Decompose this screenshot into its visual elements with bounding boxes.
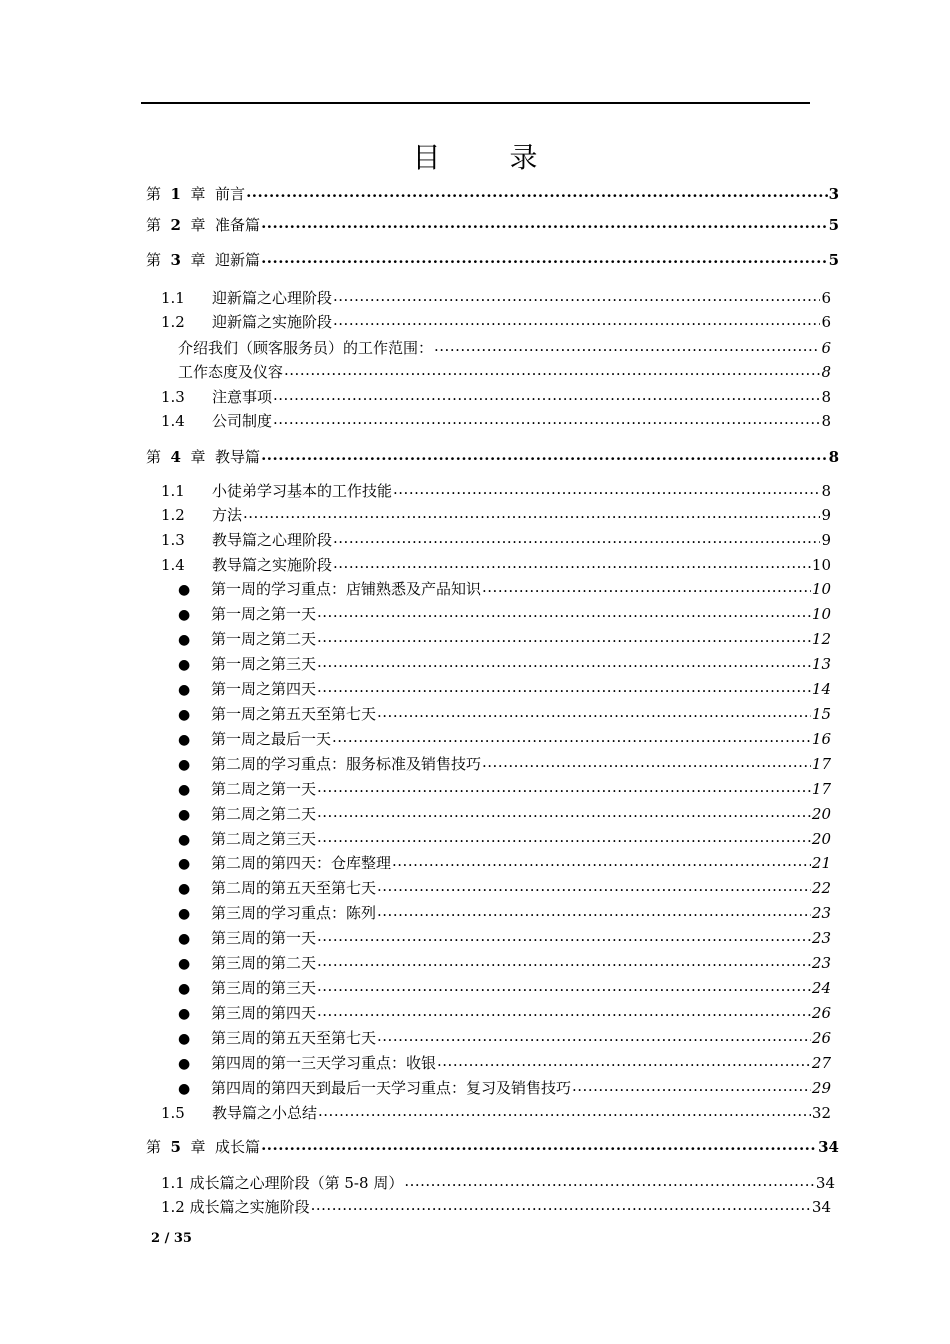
dot-leader <box>317 952 811 968</box>
toc-section-number: 1.3 <box>161 388 185 406</box>
dot-leader <box>434 337 820 353</box>
page-title: 目 录 <box>412 141 568 174</box>
toc-page-number: 22 <box>811 879 831 897</box>
toc-page-number: 20 <box>811 805 831 823</box>
toc-section[interactable] <box>161 1172 835 1193</box>
toc-bullet-item[interactable] <box>178 1002 831 1024</box>
toc-bullet-item[interactable] <box>178 803 831 825</box>
bullet-icon: ● <box>178 632 191 648</box>
toc-page-number: 26 <box>811 1004 831 1022</box>
toc-bullet-label: 第三周的第二天 <box>211 954 317 972</box>
toc-page-number: 6 <box>821 313 831 331</box>
toc-bullet-label: 第三周的第一天 <box>211 929 317 947</box>
toc-page-number: 16 <box>811 730 831 748</box>
dot-leader <box>318 1102 811 1118</box>
toc-page-number: 21 <box>811 854 831 872</box>
toc-page-number: 14 <box>811 680 831 698</box>
toc-bullet-label: 第四周的第一三天学习重点：收银 <box>211 1054 437 1072</box>
toc-page-number: 34 <box>815 1174 835 1192</box>
dot-leader <box>377 703 811 719</box>
dot-leader <box>317 828 811 844</box>
toc-page-number: 8 <box>821 482 831 500</box>
toc-section[interactable] <box>161 480 831 501</box>
dot-leader <box>393 480 820 496</box>
dot-leader <box>261 214 828 230</box>
toc-page-number: 9 <box>821 531 831 549</box>
toc-page-number: 34 <box>811 1198 831 1216</box>
dot-leader <box>404 1172 815 1188</box>
toc-page-number: 6 <box>821 289 831 307</box>
bullet-icon: ● <box>178 782 191 798</box>
toc-bullet-label: 第三周的学习重点：陈列 <box>211 904 377 922</box>
toc-page-number: 29 <box>811 1079 831 1097</box>
bullet-icon: ● <box>178 582 191 598</box>
bullet-icon: ● <box>178 732 191 748</box>
dot-leader <box>317 678 811 694</box>
toc-chapter-label: 第 3 章 迎新篇 <box>146 251 261 269</box>
dot-leader <box>261 249 828 265</box>
bullet-icon: ● <box>178 1031 191 1047</box>
toc-page-number: 10 <box>811 556 831 574</box>
dot-leader <box>333 554 811 570</box>
toc-chapter-4[interactable] <box>146 446 839 467</box>
toc-page-number: 23 <box>811 954 831 972</box>
toc-bullet-label: 第三周的第四天 <box>211 1004 317 1022</box>
toc-bullet-item[interactable] <box>178 578 831 600</box>
dot-leader <box>317 977 811 993</box>
toc-bullet-label: 第二周的学习重点：服务标准及销售技巧 <box>211 755 482 773</box>
toc-bullet-item[interactable] <box>178 927 831 949</box>
toc-page-number: 10 <box>811 605 831 623</box>
toc-section[interactable] <box>161 504 831 525</box>
toc-section-label: 迎新篇之心理阶段 <box>212 289 333 307</box>
dot-leader <box>333 311 820 327</box>
bullet-icon: ● <box>178 956 191 972</box>
toc-bullet-label: 第一周之第二天 <box>211 630 317 648</box>
toc-bullet-item[interactable] <box>178 1077 831 1099</box>
toc-section[interactable] <box>161 287 831 308</box>
dot-leader <box>317 603 811 619</box>
dot-leader <box>377 1027 811 1043</box>
bullet-icon: ● <box>178 707 191 723</box>
toc-section-label: 方法 <box>212 506 243 524</box>
dot-leader <box>317 927 811 943</box>
toc-bullet-item[interactable] <box>178 778 831 800</box>
toc-bullet-label: 第二周之第三天 <box>211 830 317 848</box>
bullet-icon: ● <box>178 1006 191 1022</box>
toc-chapter-label: 第 5 章 成长篇 <box>146 1138 261 1156</box>
toc-bullet-item[interactable] <box>178 703 831 725</box>
dot-leader <box>311 1196 811 1212</box>
toc-section-label: 小徒弟学习基本的工作技能 <box>212 482 393 500</box>
toc-bullet-item[interactable] <box>178 653 831 675</box>
bullet-icon: ● <box>178 1081 191 1097</box>
toc-bullet-item[interactable] <box>178 952 831 974</box>
toc-bullet-label: 第二周的第五天至第七天 <box>211 879 377 897</box>
dot-leader <box>243 504 820 520</box>
toc-bullet-item[interactable] <box>178 902 831 924</box>
dot-leader <box>284 361 820 377</box>
dot-leader <box>273 386 820 402</box>
dot-leader <box>261 1136 817 1152</box>
toc-bullet-item[interactable] <box>178 728 831 750</box>
toc-chapter-1[interactable] <box>146 183 839 204</box>
bullet-icon: ● <box>178 607 191 623</box>
toc-section-number: 1.3 <box>161 531 185 549</box>
toc-section[interactable] <box>161 554 831 575</box>
dot-leader <box>377 902 811 918</box>
dot-leader <box>572 1077 811 1093</box>
bullet-icon: ● <box>178 881 191 897</box>
dot-leader <box>482 578 811 594</box>
bullet-icon: ● <box>178 931 191 947</box>
bullet-icon: ● <box>178 906 191 922</box>
bullet-icon: ● <box>178 832 191 848</box>
toc-page-number: 3 <box>828 185 839 203</box>
toc-section-number: 1.4 <box>161 556 185 574</box>
dot-leader <box>261 446 828 462</box>
bullet-icon: ● <box>178 1056 191 1072</box>
toc-bullet-label: 第二周之第二天 <box>211 805 317 823</box>
toc-section[interactable] <box>161 311 831 332</box>
toc-page-number: 6 <box>821 339 831 357</box>
toc-page-number: 23 <box>811 904 831 922</box>
toc-bullet-label: 第二周之第一天 <box>211 780 317 798</box>
toc-bullet-item[interactable] <box>178 828 831 850</box>
dot-leader <box>482 753 811 769</box>
toc-section[interactable] <box>161 410 831 431</box>
toc-chapter-label: 第 4 章 教导篇 <box>146 448 261 466</box>
toc-page-number: 5 <box>828 251 839 269</box>
toc-page-number: 26 <box>811 1029 831 1047</box>
toc-bullet-item[interactable] <box>178 678 831 700</box>
toc-chapter-label: 第 2 章 准备篇 <box>146 216 261 234</box>
bullet-icon: ● <box>178 682 191 698</box>
toc-chapter-label: 第 1 章 前言 <box>146 185 246 203</box>
bullet-icon: ● <box>178 657 191 673</box>
toc-subsection[interactable] <box>178 337 831 358</box>
toc-page-number: 9 <box>821 506 831 524</box>
toc-page-number: 8 <box>821 412 831 430</box>
toc-bullet-item[interactable] <box>178 852 831 874</box>
toc-page-number: 5 <box>828 216 839 234</box>
toc-chapter-5[interactable] <box>146 1136 839 1157</box>
toc-section-number: 1.1 <box>161 289 185 307</box>
dot-leader <box>333 287 820 303</box>
toc-section-number: 1.5 <box>161 1104 185 1122</box>
dot-leader <box>273 410 820 426</box>
toc-page-number: 8 <box>821 363 831 381</box>
toc-bullet-item[interactable] <box>178 628 831 650</box>
toc-page-number: 17 <box>811 755 831 773</box>
toc-bullet-item[interactable] <box>178 1052 831 1074</box>
toc-bullet-label: 第一周之第四天 <box>211 680 317 698</box>
toc-page-number: 10 <box>811 580 831 598</box>
toc-page-number: 27 <box>811 1054 831 1072</box>
toc-bullet-label: 第三周的第三天 <box>211 979 317 997</box>
dot-leader <box>332 728 811 744</box>
dot-leader <box>246 183 828 199</box>
toc-bullet-label: 第二周的第四天：仓库整理 <box>211 854 392 872</box>
bullet-icon: ● <box>178 981 191 997</box>
toc-subsection-label: 介绍我们（顾客服务员）的工作范围： <box>178 339 434 357</box>
toc-section-label: 教导篇之实施阶段 <box>212 556 333 574</box>
toc-section[interactable] <box>161 529 831 550</box>
toc-subsection-label: 工作态度及仪容 <box>178 363 284 381</box>
toc-section-label: 1.2 成长篇之实施阶段 <box>161 1198 310 1216</box>
toc-page-number: 32 <box>811 1104 831 1122</box>
toc-section[interactable] <box>161 1102 831 1123</box>
toc-bullet-label: 第三周的第五天至第七天 <box>211 1029 377 1047</box>
dot-leader <box>317 628 811 644</box>
bullet-icon: ● <box>178 807 191 823</box>
toc-bullet-label: 第四周的第四天到最后一天学习重点：复习及销售技巧 <box>211 1079 572 1097</box>
toc-bullet-label: 第一周之第三天 <box>211 655 317 673</box>
dot-leader <box>333 529 820 545</box>
toc-section-label: 公司制度 <box>212 412 273 430</box>
toc-section-number: 1.2 <box>161 506 185 524</box>
dot-leader <box>317 1002 811 1018</box>
dot-leader <box>392 852 811 868</box>
toc-chapter-3[interactable] <box>146 249 839 270</box>
toc-section-label: 迎新篇之实施阶段 <box>212 313 333 331</box>
toc-page-number: 23 <box>811 929 831 947</box>
toc-section-number: 1.2 <box>161 313 185 331</box>
toc-page-number: 34 <box>818 1138 839 1156</box>
toc-chapter-2[interactable] <box>146 214 839 235</box>
toc-page-number: 20 <box>811 830 831 848</box>
toc-page-number: 8 <box>828 448 839 466</box>
toc-section[interactable] <box>161 1196 831 1217</box>
bullet-icon: ● <box>178 757 191 773</box>
toc-bullet-item[interactable] <box>178 603 831 625</box>
toc-bullet-item[interactable] <box>178 753 831 775</box>
toc-bullet-item[interactable] <box>178 1027 831 1049</box>
toc-section[interactable] <box>161 386 831 407</box>
toc-bullet-label: 第一周之第五天至第七天 <box>211 705 377 723</box>
toc-section-label: 教导篇之小总结 <box>212 1104 318 1122</box>
dot-leader <box>317 778 811 794</box>
toc-bullet-item[interactable] <box>178 977 831 999</box>
toc-bullet-label: 第一周之最后一天 <box>211 730 332 748</box>
toc-subsection[interactable] <box>178 361 831 382</box>
toc-page-number: 8 <box>821 388 831 406</box>
toc-section-label: 1.1 成长篇之心理阶段（第 5-8 周） <box>161 1174 404 1192</box>
toc-section-number: 1.1 <box>161 482 185 500</box>
toc-page-number: 24 <box>811 979 831 997</box>
bullet-icon: ● <box>178 856 191 872</box>
dot-leader <box>317 803 811 819</box>
toc-page-number: 15 <box>811 705 831 723</box>
toc-section-label: 教导篇之心理阶段 <box>212 531 333 549</box>
page-footer: 2 / 35 <box>151 1231 192 1246</box>
toc-page-number: 17 <box>811 780 831 798</box>
dot-leader <box>377 877 811 893</box>
toc-section-label: 注意事项 <box>212 388 273 406</box>
toc-section-number: 1.4 <box>161 412 185 430</box>
toc-page-number: 13 <box>811 655 831 673</box>
toc-bullet-label: 第一周之第一天 <box>211 605 317 623</box>
toc-bullet-item[interactable] <box>178 877 831 899</box>
toc-bullet-label: 第一周的学习重点：店铺熟悉及产品知识 <box>211 580 482 598</box>
dot-leader <box>437 1052 811 1068</box>
dot-leader <box>317 653 811 669</box>
toc-page-number: 12 <box>811 630 831 648</box>
